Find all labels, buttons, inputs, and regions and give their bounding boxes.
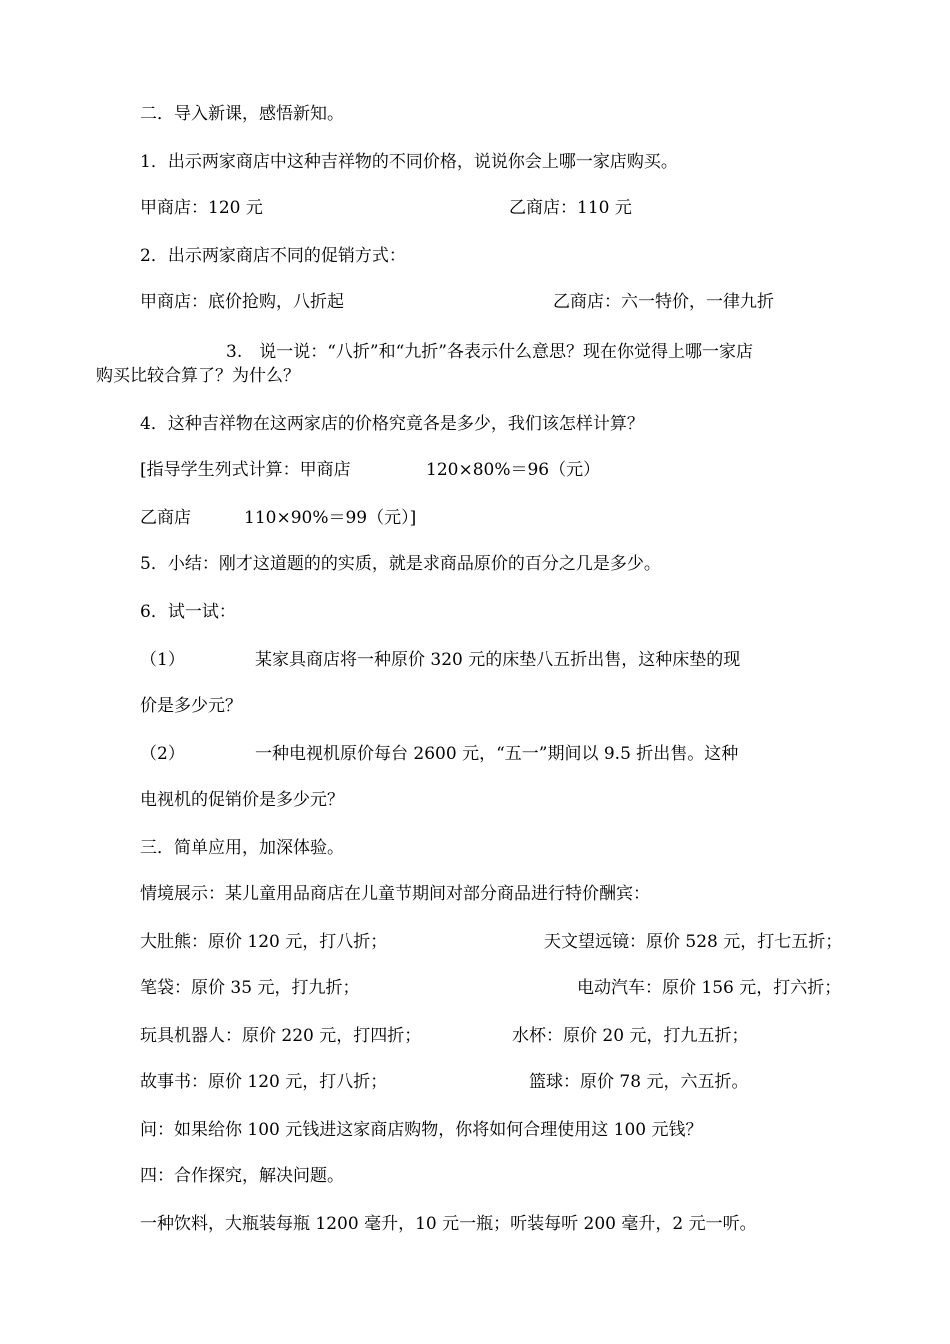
item-big-bear: 大肚熊：原价 120 元，打八折； [140,932,388,952]
question-text: 问：如果给你 100 元钱进这家商店购物，你将如何合理使用这 100 元钱？ [140,1120,703,1140]
item-telescope: 天文望远镜：原价 528 元，打七五折； [544,932,843,952]
paragraph-2: 2．出示两家商店不同的促销方式： [140,246,406,266]
question-1-line-1: 某家具商店将一种原价 320 元的床垫八五折出售，这种床垫的现 [255,650,741,670]
section-4-heading: 四：合作探究，解决问题。 [140,1166,344,1186]
section-3-heading: 三．简单应用，加深体验。 [140,838,344,858]
price-shop-b: 乙商店：110 元 [509,198,632,218]
item-story-book: 故事书：原价 120 元，打八折； [140,1072,388,1092]
question-2-number: （2） [140,744,185,764]
guide-label-b: 乙商店 [140,508,191,528]
question-2-line-2: 电视机的促销价是多少元？ [140,790,344,810]
question-2-line-1: 一种电视机原价每台 2600 元，“五一”期间以 9.5 折出售。这种 [255,744,739,764]
promo-shop-a: 甲商店：底价抢购，八折起 [140,292,344,312]
guide-calc-b: 110×90%＝99（元）] [244,508,417,528]
paragraph-4: 4．这种吉祥物在这两家店的价格究竟各是多少，我们该怎样计算？ [140,414,644,434]
item-electric-car: 电动汽车：原价 156 元，打六折； [577,978,842,998]
scenario-text: 情境展示：某儿童用品商店在儿童节期间对部分商品进行特价酬宾： [140,884,650,904]
item-basketball: 篮球：原价 78 元，六五折。 [529,1072,749,1092]
paragraph-3-line-1: 3. 说一说：“八折”和“九折”各表示什么意思？现在你觉得上哪一家店 [226,342,753,362]
paragraph-3-line-2: 购买比较合算了？为什么？ [96,366,300,386]
price-shop-a: 甲商店：120 元 [140,198,263,218]
item-pencil-bag: 笔袋：原价 35 元，打九折； [140,978,360,998]
question-1-line-2: 价是多少元？ [140,696,242,716]
paragraph-6: 6．试一试： [140,602,236,622]
section-2-heading: 二．导入新课，感悟新知。 [140,104,344,124]
paragraph-1: 1．出示两家商店中这种吉祥物的不同价格，说说你会上哪一家店购买。 [140,152,678,172]
paragraph-5: 5．小结：刚才这道题的的实质，就是求商品原价的百分之几是多少。 [140,554,661,574]
question-1-number: （1） [140,650,185,670]
item-water-cup: 水杯：原价 20 元，打九五折； [512,1026,749,1046]
guide-label: [指导学生列式计算：甲商店 [140,460,351,480]
drink-problem: 一种饮料，大瓶装每瓶 1200 毫升，10 元一瓶；听装每听 200 毫升，2 元一听。 [140,1214,757,1234]
item-robot: 玩具机器人：原价 220 元，打四折； [140,1026,422,1046]
guide-calc-a: 120×80%＝96（元） [426,460,601,480]
promo-shop-b: 乙商店：六一特价，一律九折 [553,292,774,312]
